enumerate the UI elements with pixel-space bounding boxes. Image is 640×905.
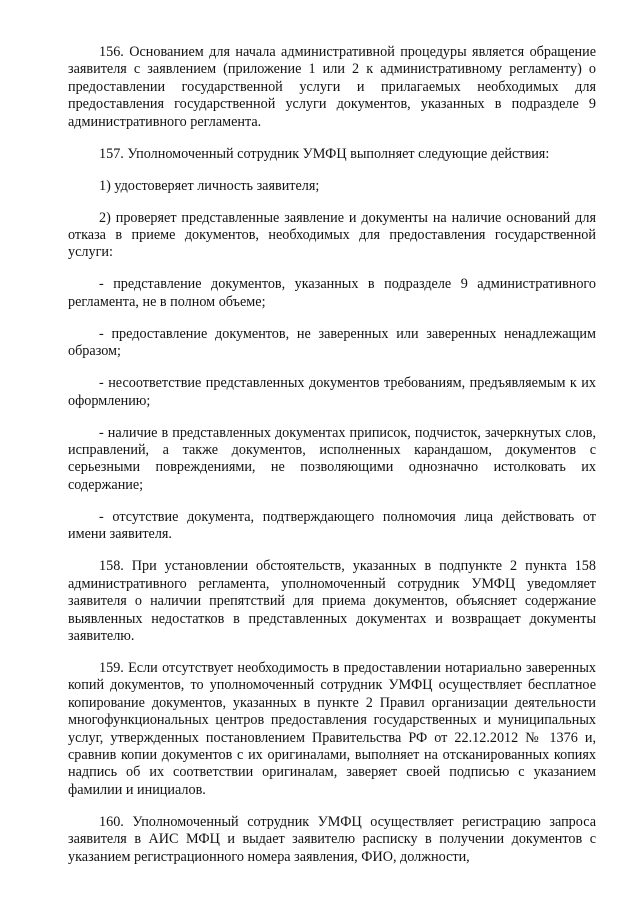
paragraph-157-item-1: 1) удостоверяет личность заявителя; [99,177,320,194]
paragraph-157-item-2: 2) проверяет представленные заявление и документы на наличие оснований для отказа в приеме документов, необходимых для предоставления государственной услуги: [68,209,596,261]
refusal-ground-incomplete: - представление документов, указанных в подразделе 9 административного регламента, не в полном объеме; [68,276,596,310]
document-page [68,44,596,866]
paragraph-160: 160. Уполномоченный сотрудник УМФЦ осуществляет регистрацию запроса заявителя в АИС МФЦ и выдает заявителю расписку в получении документов с указанием регистрационного номера заявления, ФИО, должности, [68,813,596,865]
paragraph-158: 158. При установлении обстоятельств, указанных в подпункте 2 пункта 158 административного регламента, уполномоченный сотрудник УМФЦ уведомляет заявителя о наличии препятствий для приема документов, объясняет содержание выявленных недостатков в представленных документах и возвращает документы заявителю. [68,558,596,644]
paragraph-159: 159. Если отсутствует необходимость в предоставлении нотариально заверенных копий документов, то уполномоченный сотрудник УМФЦ осуществляет бесплатное копирование документов, указанных в пункте 2 Правил организации деятельности многофункциональных центров предоставления государственных и муниципальных услуг, утвержденных постановлением Правительства РФ от 22.12.2012 № 1376 и, сравнив копии документов с их оригиналами, выполняет на отсканированных копиях надпись об их соответствии оригиналам, заверяет своей подписью с указанием фамилии и инициалов. [68,659,596,798]
paragraph-157: 157. Уполномоченный сотрудник УМФЦ выполняет следующие действия: [99,145,550,162]
refusal-ground-not-certified: - предоставление документов, не заверенных или заверенных ненадлежащим образом; [68,325,596,360]
paragraph-156: 156. Основанием для начала административной процедуры является обращение заявителя с заявлением (приложение 1 или 2 к административному регламенту) о предоставлении государственной услуги и прилагаемых необходимых для предоставления государственной услуги документов, указанных в подразделе 9 административного регламента. [68,44,596,130]
refusal-ground-no-authority: - отсутствие документа, подтверждающего полномочия лица действовать от имени заявителя. [68,508,596,543]
refusal-ground-format: - несоответствие представленных документов требованиям, предъявляемым к их оформлению; [68,375,596,409]
refusal-ground-corrections: - наличие в представленных документах приписок, подчисток, зачеркнутых слов, исправлений, а также документов, исполненных карандашом, документов с серьезными повреждениями, не позволяющими однозначно истолковать их содержание; [68,424,596,493]
